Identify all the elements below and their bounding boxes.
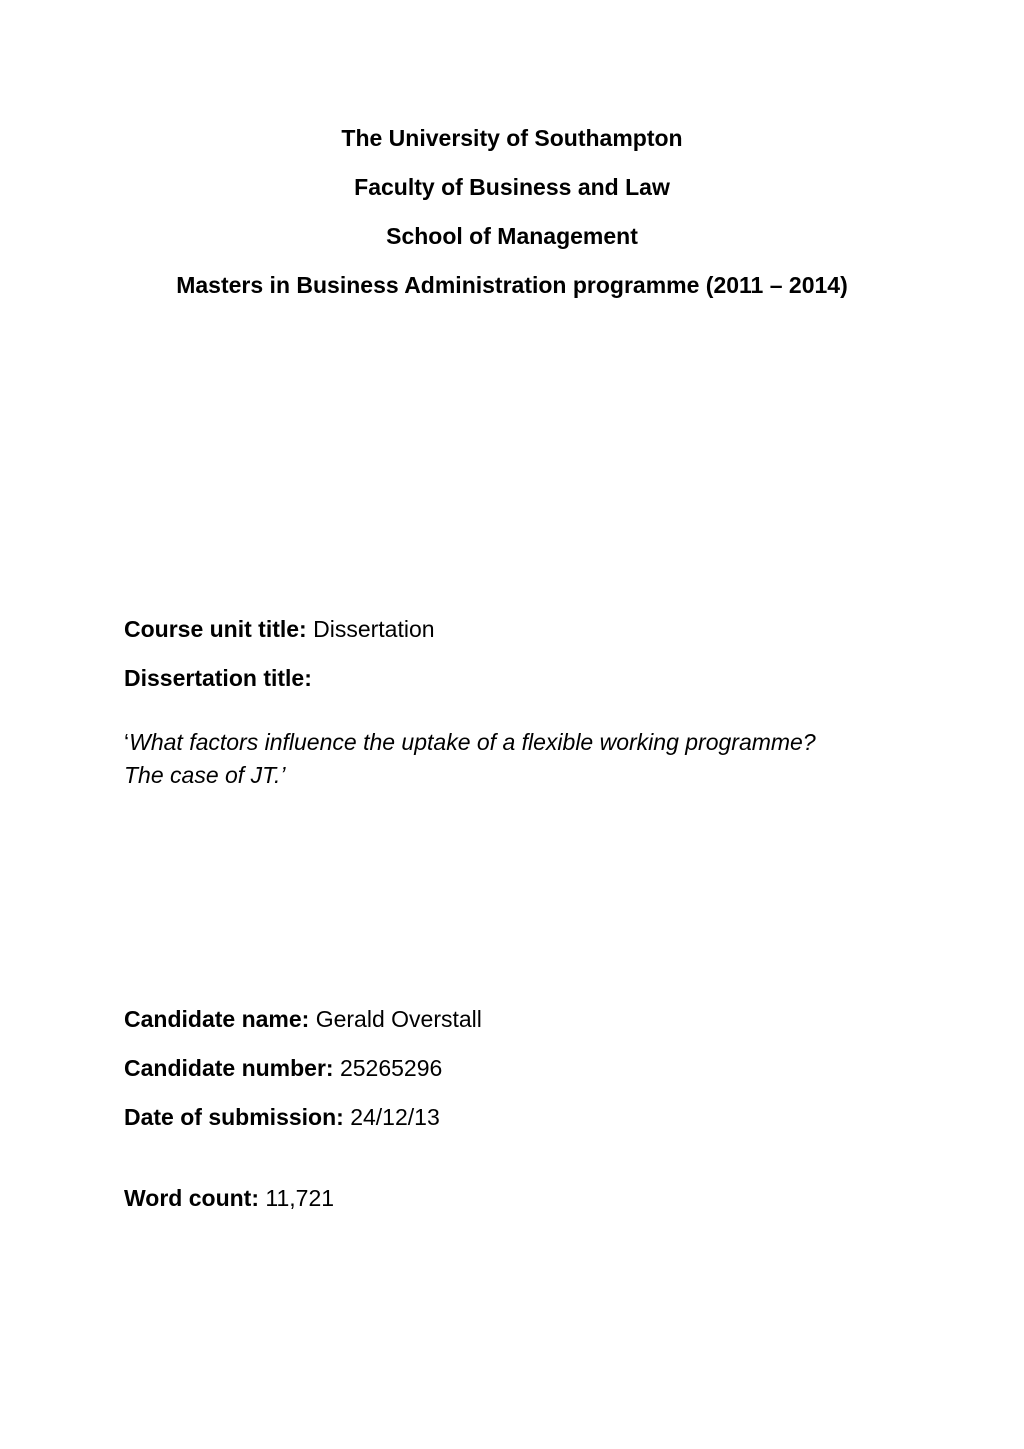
candidate-name-value: Gerald Overstall bbox=[309, 1006, 482, 1032]
course-unit-label: Course unit title: bbox=[124, 616, 307, 642]
submission-date-value: 24/12/13 bbox=[343, 1104, 440, 1130]
open-quote: ‘ bbox=[124, 729, 130, 755]
university-name: The University of Southampton bbox=[341, 125, 683, 151]
submission-date bbox=[124, 1103, 440, 1131]
school-name: School of Management bbox=[386, 223, 638, 249]
dissertation-title bbox=[124, 726, 884, 792]
candidate-number bbox=[124, 1054, 442, 1082]
programme-name: Masters in Business Administration programme (2011 – 2014) bbox=[176, 272, 848, 298]
word-count-value: 11,721 bbox=[259, 1185, 335, 1211]
faculty-name: Faculty of Business and Law bbox=[354, 174, 670, 200]
dissertation-title-label bbox=[124, 664, 312, 692]
candidate-name-label: Candidate name: bbox=[124, 1006, 310, 1032]
course-unit-value: Dissertation bbox=[306, 616, 435, 642]
course-unit-title bbox=[124, 615, 435, 643]
word-count bbox=[124, 1184, 334, 1212]
submission-date-label: Date of submission: bbox=[124, 1104, 344, 1130]
candidate-number-label: Candidate number: bbox=[124, 1055, 334, 1081]
dissertation-label: Dissertation title: bbox=[124, 665, 312, 691]
dissertation-title-line2: The case of JT.’ bbox=[124, 762, 286, 788]
word-count-label: Word count: bbox=[124, 1185, 259, 1211]
dissertation-title-line1: What factors influence the uptake of a flexible working programme? bbox=[129, 729, 816, 755]
candidate-name bbox=[124, 1005, 482, 1033]
candidate-number-value: 25265296 bbox=[333, 1055, 443, 1081]
